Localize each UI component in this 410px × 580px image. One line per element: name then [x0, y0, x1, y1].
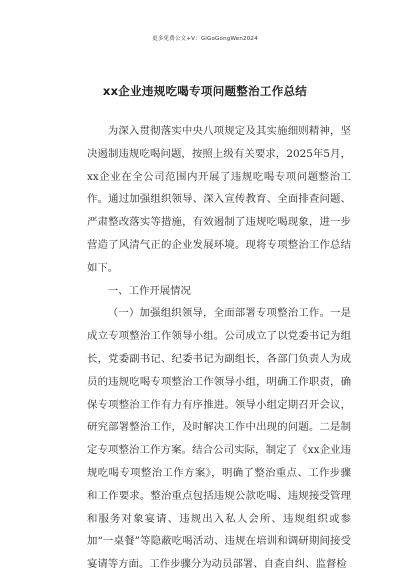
body-paragraph-intro: 为深入贯彻落实中央八项规定及其实施细则精神，坚决遏制违规吃喝问题，按照上级有关要求，2025年5月，xx企业在全公司范围内开展了违规吃喝专项问题整治工作。通过加强组织领导、深入宣传教育、全面排查问题、严肃整改落实等措施，有效遏制了违规吃喝现象，进一步营造了风清气正的企业发展环境。现将专项整治工作总结如下。: [87, 125, 351, 274]
header-note: 更多免费公文+V：GiGoGongWen2024: [152, 36, 258, 42]
body-paragraph-organization: （一）加强组织领导，全面部署专项整治工作。一是成立专项整治工作领导小组。公司成立了以党委书记为组长，党委副书记、纪委书记为副组长，各部门负责人为成员的违规吃喝专项整治工作领导小组，明确工作职责，确保专项整治工作有力有序推进。领导小组定期召开会议，研究部署整治工作，及时解决工作中出现的问题。二是制定专项整治工作方案。结合公司实际，制定了《xx企业违规吃喝专项整治工作方案》，明确了整治重点、工作步骤和工作要求。整治重点包括违规公款吃喝、违规接受管理和服务对象宴请、违规出入私人会所、违规组织或参加“一桌餐”等隐蔽吃喝活动、违规在培训和调研期间接受宴请等方面。工作步骤分为动员部署、自查自纠、监督检: [87, 307, 351, 571]
page-title: xx企业违规吃喝专项问题整治工作总结: [102, 84, 308, 98]
document-body: [87, 120, 351, 576]
section-heading: 一、工作开展情况: [107, 284, 191, 297]
